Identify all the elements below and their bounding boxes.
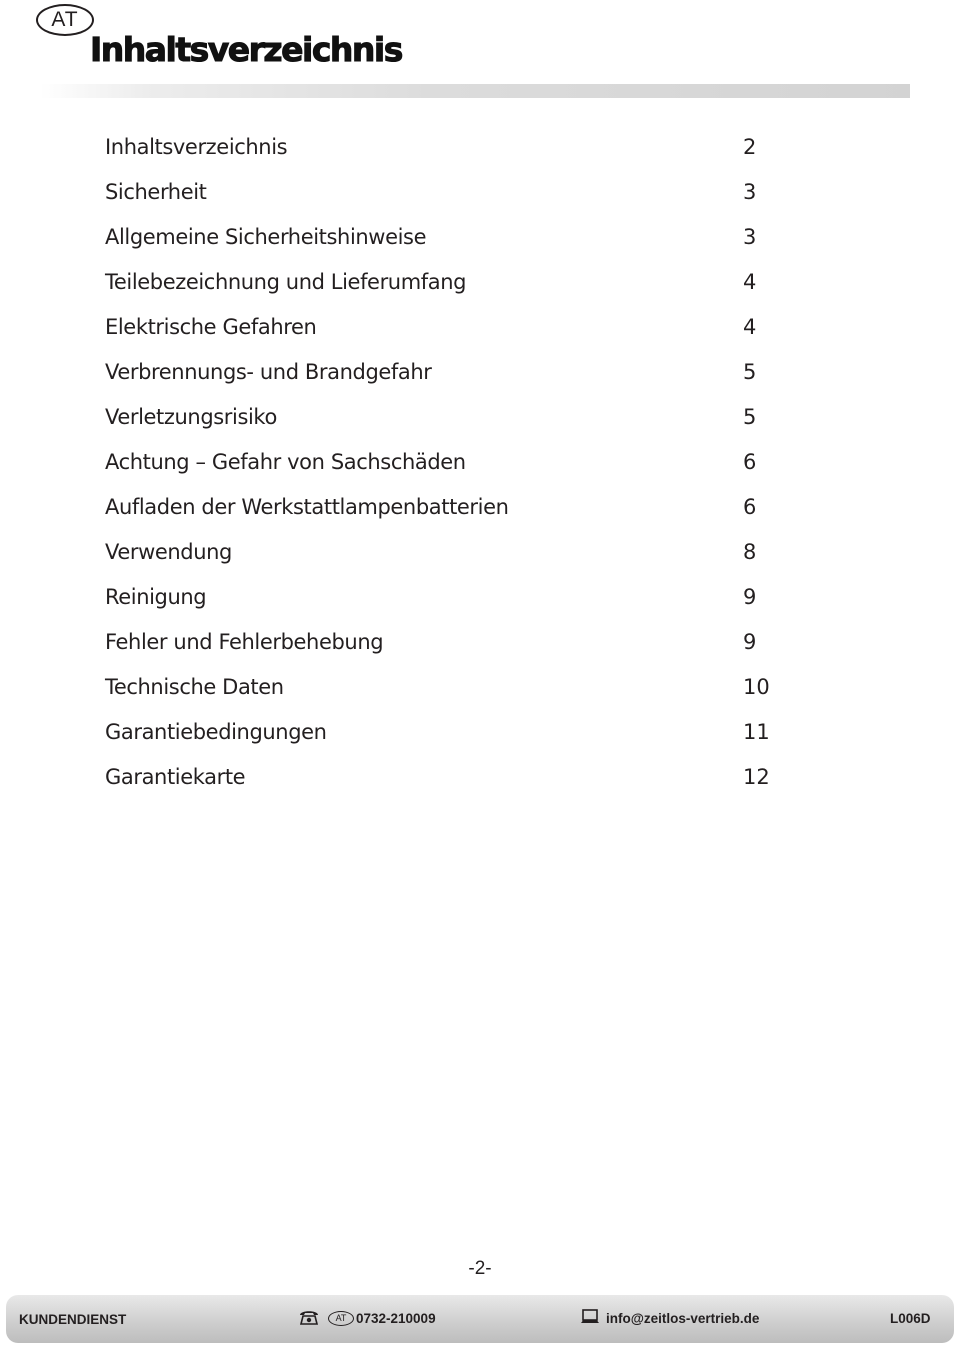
toc-title: Elektrische Gefahren: [105, 315, 317, 339]
toc-title: Inhaltsverzeichnis: [105, 135, 288, 159]
page-title: Inhaltsverzeichnis: [90, 30, 402, 69]
toc-title: Achtung – Gefahr von Sachschäden: [105, 450, 466, 474]
toc-title: Fehler und Fehlerbehebung: [105, 630, 384, 654]
toc-title: Verletzungsrisiko: [105, 405, 277, 429]
table-of-contents: [105, 125, 785, 800]
toc-page: 4: [743, 315, 757, 339]
toc-title: Aufladen der Werkstattlampenbatterien: [105, 495, 509, 519]
toc-page: 9: [743, 630, 757, 654]
toc-row[interactable]: [105, 305, 785, 350]
toc-title: Reinigung: [105, 585, 207, 609]
customer-service-label: KUNDENDIENST: [19, 1312, 127, 1327]
toc-title: Garantiekarte: [105, 765, 246, 789]
toc-title: Sicherheit: [105, 180, 207, 204]
toc-title: Teilebezeichnung und Lieferumfang: [105, 270, 467, 294]
country-badge: AT: [36, 4, 94, 36]
toc-page: 3: [743, 225, 757, 249]
toc-row[interactable]: [105, 665, 785, 710]
toc-row[interactable]: [105, 440, 785, 485]
toc-title: Allgemeine Sicherheitshinweise: [105, 225, 427, 249]
toc-page: 8: [743, 540, 757, 564]
footer-country-badge: AT: [328, 1311, 354, 1326]
phone-icon: [298, 1308, 320, 1326]
toc-title: Verbrennungs- und Brandgefahr: [105, 360, 432, 384]
toc-title: Verwendung: [105, 540, 232, 564]
toc-page: 9: [743, 585, 757, 609]
footer-bar: [6, 1295, 954, 1343]
toc-row[interactable]: [105, 260, 785, 305]
toc-row[interactable]: [105, 485, 785, 530]
toc-row[interactable]: [105, 125, 785, 170]
toc-row[interactable]: [105, 530, 785, 575]
title-underline-bar: [40, 84, 910, 98]
toc-row[interactable]: [105, 575, 785, 620]
toc-page: 3: [743, 180, 757, 204]
toc-page: 5: [743, 405, 757, 429]
toc-page: 12: [743, 765, 770, 789]
toc-row[interactable]: [105, 395, 785, 440]
toc-row[interactable]: [105, 755, 785, 800]
toc-row[interactable]: [105, 710, 785, 755]
page-number: -2-: [468, 1258, 492, 1279]
toc-page: 6: [743, 495, 757, 519]
toc-title: Technische Daten: [105, 675, 284, 699]
product-code: L006D: [890, 1311, 931, 1326]
toc-row[interactable]: [105, 170, 785, 215]
toc-row[interactable]: [105, 350, 785, 395]
toc-page: 4: [743, 270, 757, 294]
toc-title: Garantiebedingungen: [105, 720, 327, 744]
phone-number[interactable]: 0732-210009: [356, 1311, 436, 1326]
email-link[interactable]: info@zeitlos-vertrieb.de: [606, 1311, 760, 1326]
toc-row[interactable]: [105, 620, 785, 665]
toc-page: 6: [743, 450, 757, 474]
toc-page: 10: [743, 675, 770, 699]
toc-page: 5: [743, 360, 757, 384]
toc-page: 2: [743, 135, 757, 159]
toc-page: 11: [743, 720, 770, 744]
laptop-icon: [580, 1308, 600, 1326]
toc-row[interactable]: [105, 215, 785, 260]
